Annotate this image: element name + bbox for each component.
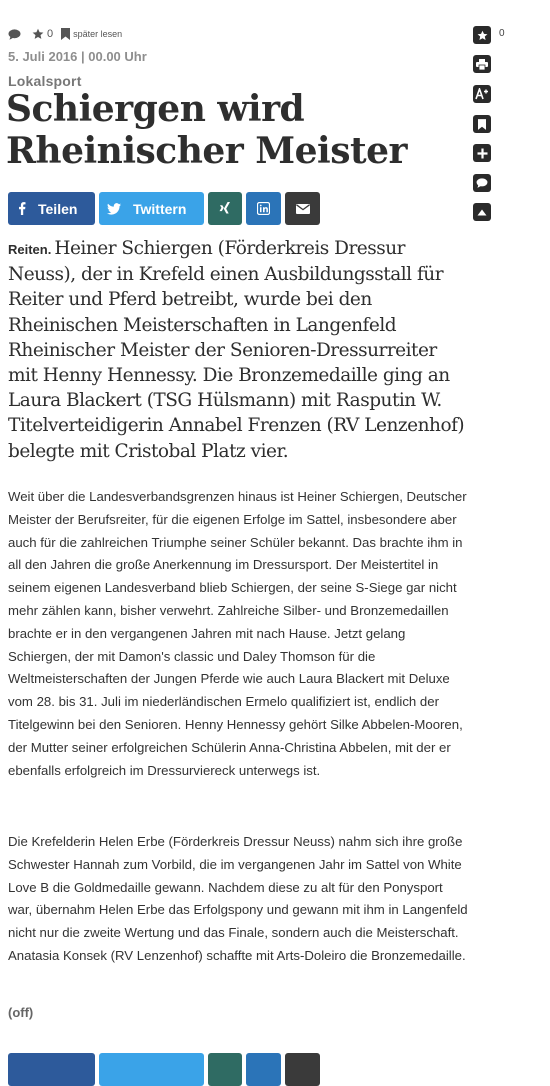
stars-count: 0 bbox=[47, 28, 54, 40]
star-rating-link[interactable] bbox=[32, 28, 53, 40]
xing-icon bbox=[219, 202, 231, 216]
article-paragraph-2: Die Krefelderin Helen Erbe (Förderkreis Dressur Neuss) nahm sich ihre große Schwester Hannah zum Vorbild, die im vergangenen Jahr im Sattel von White Love B die Goldmedaille gewann. Nachdem diese zu alt für den Ponysport war, übernahm Helen Erbe das Erfolgspony und gewann mit ihm in Langenfeld nicht nur die zweite Wertung und das Finale, sondern auch die Meisterschaft. Anatasia Konsek (RV Lenzenhof) schaffte mit Arts-Doleiro die Bronzemedaille. bbox=[8, 834, 468, 963]
author-signature: (off) bbox=[8, 1005, 34, 1020]
facebook-share-button-bottom[interactable] bbox=[8, 1053, 95, 1086]
lead-text: Heiner Schiergen (Förderkreis Dressur Neuss), der in Krefeld einen Ausbildungsstall für Reiter und Pferd betreibt, wurde bei den Rheinischen Meisterschaften in Langenfeld Rheinischer Meister der Senioren-Dressurreiter mit Henny Hennessy. Die Bronzemedaille ging an Laura Blackert (TSG Hülsmann) mit Rasputin W. Titelverteidigerin Annabel Frenzen (RV Lenzenhof) belegte mit Cristobal Platz vier. bbox=[8, 238, 465, 462]
comment-button[interactable] bbox=[473, 174, 491, 192]
article-meta-bar bbox=[8, 26, 122, 42]
print-icon bbox=[476, 59, 488, 70]
article-headline: Schiergen wird Rheinischer Meister bbox=[6, 88, 407, 172]
bookmark-button[interactable] bbox=[473, 115, 491, 133]
email-share-button[interactable] bbox=[285, 192, 320, 225]
plus-icon bbox=[477, 148, 488, 159]
read-later-label: später lesen bbox=[73, 29, 123, 39]
scroll-to-top-button[interactable] bbox=[473, 203, 491, 221]
xing-share-button[interactable] bbox=[208, 192, 242, 225]
facebook-icon bbox=[18, 202, 26, 215]
twitter-share-button[interactable] bbox=[99, 192, 204, 225]
star-icon bbox=[477, 30, 488, 41]
print-button[interactable] bbox=[473, 55, 491, 73]
facebook-share-label: Teilen bbox=[38, 200, 78, 217]
linkedin-icon bbox=[257, 202, 270, 215]
comment-icon bbox=[476, 178, 488, 188]
article-kicker: Lokalsport bbox=[8, 73, 82, 89]
lead-category: Reiten. bbox=[8, 242, 52, 257]
add-button[interactable] bbox=[473, 144, 491, 162]
comment-icon bbox=[8, 29, 21, 40]
star-count: 0 bbox=[499, 28, 505, 39]
xing-share-button-bottom[interactable] bbox=[208, 1053, 242, 1086]
scroll-up-icon bbox=[477, 209, 487, 216]
linkedin-share-button[interactable] bbox=[246, 192, 281, 225]
mail-icon bbox=[296, 204, 310, 214]
share-buttons-bottom bbox=[8, 1053, 320, 1086]
publish-date: 5. Juli 2016 | 00.00 Uhr bbox=[8, 49, 147, 64]
email-share-button-bottom[interactable] bbox=[285, 1053, 320, 1086]
font-size-button[interactable] bbox=[473, 85, 491, 103]
star-icon bbox=[32, 28, 44, 40]
font-size-icon bbox=[475, 88, 489, 100]
star-rate-button[interactable] bbox=[473, 26, 491, 44]
comments-link[interactable] bbox=[8, 29, 24, 40]
linkedin-share-button-bottom[interactable] bbox=[246, 1053, 281, 1086]
article-paragraph-1: Weit über die Landesverbandsgrenzen hinaus ist Heiner Schiergen, Deutscher Meister der Berufsreiter, für die eigenen Erfolge im Sattel, insbesondere aber auch für die zahlreichen Triumphe seiner Schüler bekannt. Das brachte ihm in all den Jahren die große Anerkennung im Dressursport. Der Meistertitel in seinem eigenen Landesverband blieb Schiergen, der seine S-Siege gar nicht mehr zählen kann, bisher verwehrt. Zahlreiche Silber- und Bronzemedaillen brachte er in den vergangenen Jahren mit nach Hause. Jetzt gelang Schiergen, der mit Damon's classic und Daley Thomson für die Weltmeisterschaften der Jungen Pferde wie auch Laura Blackert mit Deluxe vom 28. bis 31. Juli im niederländischen Ermelo qualifiziert ist, endlich der Titelgewinn bei den Senioren. Henny Hennessy gehört Silke Abbelen-Mooren, der Mutter seiner erfolgreichen Schülerin Anna-Christina Abbelen, mit der er ebenfalls erfolgreich im Dressurviereck unterwegs ist. bbox=[8, 489, 467, 778]
bookmark-icon bbox=[61, 28, 70, 40]
read-later-link[interactable] bbox=[61, 28, 122, 40]
twitter-share-label: Twittern bbox=[133, 200, 187, 217]
twitter-icon bbox=[107, 203, 121, 215]
twitter-share-button-bottom[interactable] bbox=[99, 1053, 204, 1086]
bookmark-icon bbox=[478, 119, 486, 130]
share-buttons-top bbox=[8, 192, 320, 225]
article-lead bbox=[8, 236, 468, 464]
facebook-share-button[interactable] bbox=[8, 192, 95, 225]
